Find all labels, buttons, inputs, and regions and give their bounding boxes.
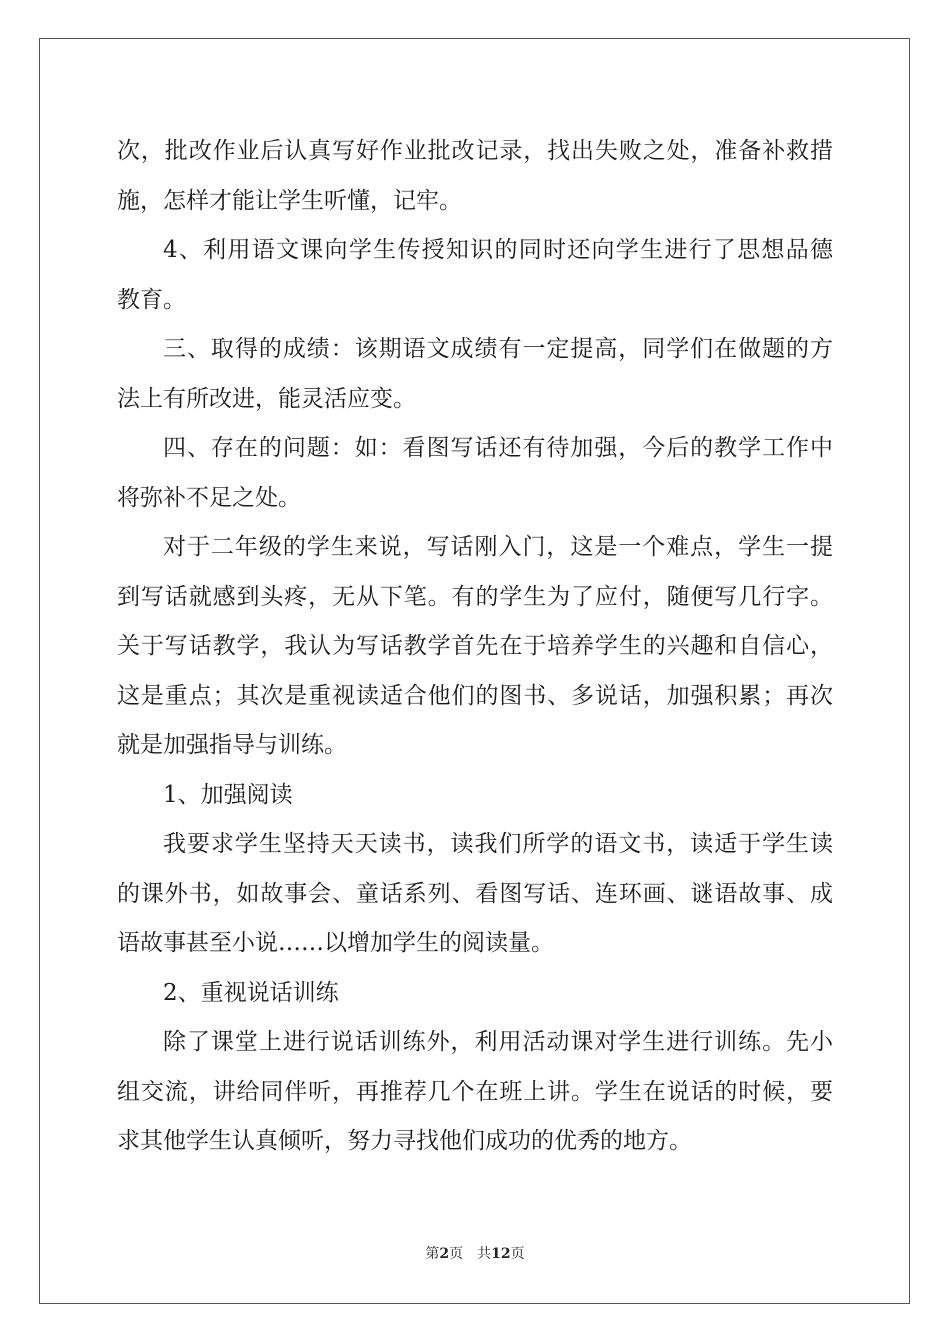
page-suffix: 页: [449, 1246, 464, 1262]
text-line: 教育。: [117, 286, 186, 313]
section-heading: 1、加强阅读: [163, 781, 293, 808]
page-number: 2: [439, 1246, 450, 1262]
total-suffix: 页: [510, 1246, 525, 1262]
text-line: 组交流，讲给同伴听，再推荐几个在班上讲。学生在说话的时候，要: [117, 1078, 833, 1105]
text-line: 三、取得的成绩：该期语文成绩有一定提高，同学们在做题的方: [163, 336, 833, 362]
text-line: 将弥补不足之处。: [117, 484, 301, 511]
document-body: [117, 127, 833, 1167]
text-line: 到写话就感到头疼，无从下笔。有的学生为了应付，随便写几行字。: [117, 583, 833, 610]
text-line: 语故事甚至小说……以增加学生的阅读量。: [117, 930, 554, 956]
text-line: 对于二年级的学生来说，写话刚入门，这是一个难点，学生一提: [163, 534, 833, 560]
text-line: 的课外书，如故事会、童话系列、看图写话、连环画、谜语故事、成: [117, 880, 833, 907]
text-line: 关于写话教学，我认为写话教学首先在于培养学生的兴趣和自信心，: [117, 633, 833, 659]
total-pages: 12: [491, 1246, 511, 1262]
text-line: 求其他学生认真倾听，努力寻找他们成功的优秀的地方。: [117, 1128, 692, 1154]
text-line: 施，怎样才能让学生听懂，记牢。: [117, 187, 462, 214]
text-line: 次，批改作业后认真写好作业批改记录，找出失败之处，准备补救措: [117, 138, 833, 164]
page-footer: [0, 1243, 950, 1263]
text-line: 四、存在的问题：如：看图写话还有待加强，今后的教学工作中: [163, 435, 833, 461]
text-line: 除了课堂上进行说话训练外，利用活动课对学生进行训练。先小: [163, 1029, 833, 1055]
text-line: 这是重点；其次是重视读适合他们的图书、多说话，加强积累；再次: [117, 682, 833, 709]
text-line: 我要求学生坚持天天读书，读我们所学的语文书，读适于学生读: [163, 831, 833, 857]
total-prefix: 共: [477, 1246, 492, 1262]
text-line: 4、利用语文课向学生传授知识的同时还向学生进行了思想品德: [163, 237, 833, 263]
text-line: 法上有所改进，能灵活应变。: [117, 385, 416, 412]
text-line: 就是加强指导与训练。: [117, 732, 347, 758]
page-prefix: 第: [425, 1246, 440, 1262]
section-heading: 2、重视说话训练: [163, 979, 339, 1006]
